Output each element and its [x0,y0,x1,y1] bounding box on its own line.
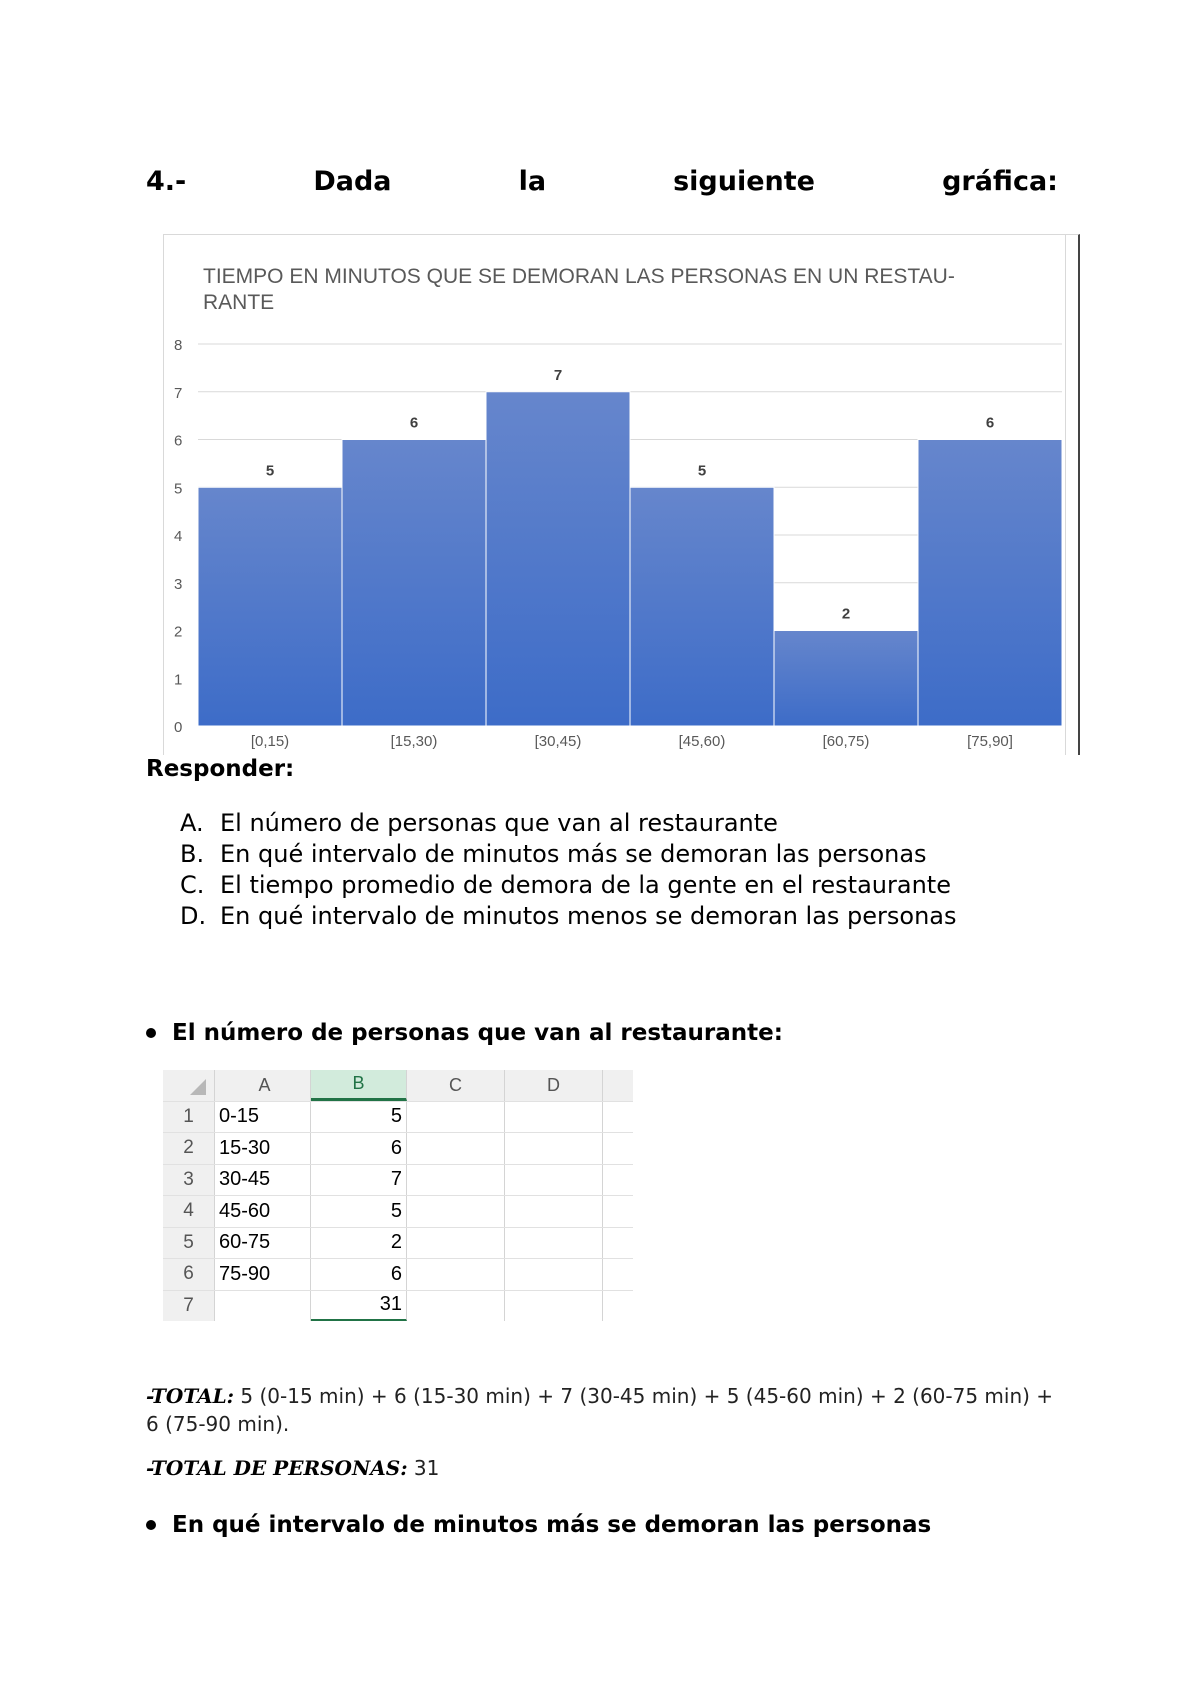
histogram-bar [774,631,918,727]
cell-a[interactable]: 60-75 [215,1228,311,1259]
heading-word: la [518,166,547,197]
row-number[interactable]: 1 [163,1102,215,1133]
cell-b[interactable]: 5 [311,1196,407,1227]
cell-b[interactable]: 6 [311,1259,407,1290]
table-row [163,1228,633,1260]
bar-data-label: 2 [841,605,851,623]
question-text: En qué intervalo de minutos más se demoran las personas [220,840,927,868]
y-tick-label: 0 [174,719,183,736]
section-heading-people-count [146,1020,783,1046]
bar-data-label: 6 [985,414,995,432]
heading-word: siguiente [673,166,815,197]
x-tick-label: [15,30) [390,733,438,750]
bar-data-label: 7 [553,366,563,384]
y-tick-label: 1 [174,671,183,689]
cell-e [603,1291,633,1322]
cell-b[interactable]: 7 [311,1165,407,1196]
cell-c[interactable] [407,1228,505,1259]
cell-c[interactable] [407,1102,505,1133]
question-letter: C. [180,871,205,899]
table-row [163,1165,633,1197]
bullet-icon [146,1520,156,1530]
cell-d[interactable] [505,1291,603,1322]
histogram-bar [486,392,630,726]
cell-b[interactable]: 5 [311,1102,407,1133]
heading-word: gráfica: [942,166,1058,197]
x-tick-label: [0,15) [250,733,290,750]
x-tick-label: [30,45) [534,733,582,750]
bar-data-label: 5 [697,462,707,480]
total-paragraph [146,1382,1066,1438]
question-item [180,808,957,839]
question-list [180,808,957,932]
cell-a[interactable]: 75-90 [215,1259,311,1290]
y-tick-label: 4 [174,528,183,545]
histogram-bar [342,440,486,727]
cell-e [603,1133,633,1164]
row-number[interactable]: 3 [163,1165,215,1196]
cell-d[interactable] [505,1196,603,1227]
question-text: El tiempo promedio de demora de la gente en el restaurante [220,871,951,899]
y-tick-label: 3 [174,575,183,593]
x-tick-label: [60,75) [822,733,870,750]
cell-c[interactable] [407,1133,505,1164]
cell-c[interactable] [407,1291,505,1322]
table-row [163,1133,633,1165]
question-letter: D. [180,902,207,930]
cell-e [603,1228,633,1259]
cell-a[interactable]: 30-45 [215,1165,311,1196]
cell-a[interactable]: 15-30 [215,1133,311,1164]
cell-b-total[interactable]: 31 [311,1291,407,1322]
histogram-bar [630,487,774,726]
total-persons-paragraph [146,1454,1066,1482]
bar-data-label: 6 [409,414,419,432]
row-number[interactable]: 5 [163,1228,215,1259]
y-tick-label: 8 [174,337,183,354]
cell-e [603,1165,633,1196]
question-letter: A. [180,809,204,837]
section-title: El número de personas que van al restaurante: [172,1020,783,1046]
cell-e [603,1102,633,1133]
column-header-e [603,1070,633,1101]
table-row [163,1102,633,1134]
cell-d[interactable] [505,1133,603,1164]
question-item [180,839,957,870]
cell-b[interactable]: 2 [311,1228,407,1259]
total-persons-value: 31 [407,1456,440,1480]
y-tick-label: 7 [174,384,183,402]
total-text-line2: 6 (75-90 min). [146,1412,290,1436]
y-tick-label: 5 [174,480,183,498]
cell-b[interactable]: 6 [311,1133,407,1164]
section-title: En qué intervalo de minutos más se demoran las personas [172,1512,932,1538]
question-letter: B. [180,840,205,868]
cell-a[interactable]: 0-15 [215,1102,311,1133]
column-header-b[interactable]: B [311,1070,407,1101]
bullet-icon [146,1028,156,1038]
chart-title-line1: TIEMPO EN MINUTOS QUE SE DEMORAN LAS PERSONAS EN UN RESTAU- [203,265,955,288]
cell-c[interactable] [407,1259,505,1290]
cell-d[interactable] [505,1165,603,1196]
row-number[interactable]: 6 [163,1259,215,1290]
table-row [163,1291,633,1322]
sheet-header-row [163,1070,633,1102]
table-row [163,1196,633,1228]
cell-e [603,1259,633,1290]
question-item [180,901,957,932]
cell-e [603,1196,633,1227]
column-header-d[interactable]: D [505,1070,603,1101]
cell-d[interactable] [505,1259,603,1290]
table-row [163,1259,633,1291]
column-header-a[interactable]: A [215,1070,311,1101]
question-text: En qué intervalo de minutos menos se demoran las personas [220,902,957,930]
row-number[interactable]: 2 [163,1133,215,1164]
row-number[interactable]: 7 [163,1291,215,1322]
question-item [180,870,957,901]
cell-c[interactable] [407,1196,505,1227]
y-tick-label: 6 [174,432,183,450]
cell-c[interactable] [407,1165,505,1196]
total-persons-label: -TOTAL DE PERSONAS: [146,1456,408,1480]
cell-a[interactable] [215,1291,311,1322]
y-tick-label: 2 [174,623,183,641]
section-heading-max-interval [146,1512,931,1538]
histogram-chart [150,230,1080,760]
cell-a[interactable]: 45-60 [215,1196,311,1227]
bar-data-label: 5 [265,462,275,480]
histogram-bar [918,440,1062,727]
histogram-bar [198,487,342,726]
heading-word: 4.- [146,166,187,197]
respond-label: Responder: [146,756,295,782]
total-text: 5 (0-15 min) + 6 (15-30 min) + 7 (30-45 min) + 5 (45-60 min) + 2 (60-75 min) + [234,1384,1054,1408]
cell-d[interactable] [505,1102,603,1133]
select-all-corner[interactable] [163,1070,215,1101]
x-tick-label: [75,90] [967,733,1013,750]
spreadsheet [163,1070,633,1328]
row-number[interactable]: 4 [163,1196,215,1227]
question-text: El número de personas que van al restaurante [220,809,778,837]
column-header-c[interactable]: C [407,1070,505,1101]
x-tick-label: [45,60) [678,733,726,750]
chart-title-line2: RANTE [203,291,275,314]
question-heading [146,166,1058,197]
cell-d[interactable] [505,1228,603,1259]
heading-word: Dada [313,166,392,197]
total-label: -TOTAL: [146,1384,235,1408]
